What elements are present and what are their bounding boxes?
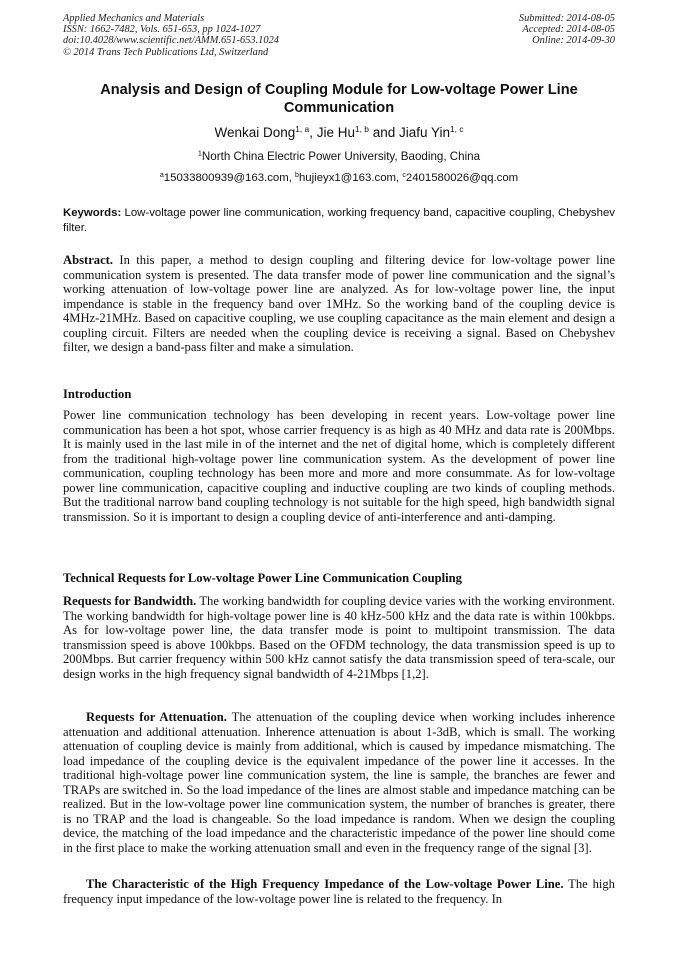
online-date: Online: 2014-09-30 <box>532 35 615 47</box>
journal-info <box>63 13 279 58</box>
author-superscript: 1, c <box>450 123 464 134</box>
bandwidth-paragraph <box>63 594 615 681</box>
email-address[interactable]: 2401580026@qq.com <box>405 172 519 184</box>
abstract-text: In this paper, a method to design coupling and filtering device for low-voltage power line communication system is presented. The data transfer mode of power line communication and the signal’s working attenuation of low-voltage power line are analyzed. As for low-voltage power line, the input impendance is stable in the frequency band over 1MHz. So the working band of the coupling device is 4MHz-21MHz. Based on capacitive coupling, we use coupling capacitance as the main element and design a coupling circuit. Filters are needed when the coupling device is receiving a signal. Based on Chebyshev filter, we design a band-pass filter and make a simulation. <box>63 253 615 355</box>
attenuation-text: The attenuation of the coupling device when working includes inherence attenuation and additional attenuation. Inherence attenuation is about 1-3dB, which is small. The working attenuation of coupling device is mainly from additional, which is caused by impedance mismatching. The load impedance of the coupling device is the equivalent impedance of the power line it accesses. In the traditional high-voltage power line communication system, the line is sample, the branches are fewer and TRAPs are switched in. So the load impedance of the lines are almost stable and impedance matching can be realized. But in the low-voltage power line communication system, the number of branches is greater, there is no TRAP and the load is changeable. So the load impedance is random. When we design the coupling device, the matching of the load impedance and the characteristic impedance of the power line should come in the first place to make the working attenuation small and even in the frequency range of the signal [3]. <box>63 710 615 855</box>
introduction-heading: Introduction <box>63 387 132 401</box>
author-name: Wenkai Dong <box>214 125 296 140</box>
keywords-text: Low-voltage power line communication, working frequency band, capacitive coupling, Chebyshev filter. <box>63 207 615 234</box>
bandwidth-label: Requests for Bandwidth. <box>63 594 197 608</box>
affiliation-superscript: 1 <box>197 148 202 158</box>
accepted-date: Accepted: 2014-08-05 <box>522 24 615 36</box>
author-name: Jie Hu <box>316 125 355 140</box>
email-address[interactable]: 15033800939@163.com, <box>163 172 296 184</box>
affiliation-text: North China Electric Power University, Baoding, China <box>201 150 481 163</box>
dates-info <box>519 13 615 47</box>
bandwidth-text: The working bandwidth for coupling device varies with the working environment. The working bandwidth for high-voltage power line is 40 kHz-500 kHz and the data rate is within 100kbps. As for low-voltage power line, the data transfer mode is point to multipoint transmission. The data transmission speed is above 100kbps. Based on the OFDM technology, the data transmission speed is up to 200Mbps. But carrier frequency within 500 kHz cannot satisfy the data transmission speed of tera-scale, our design works in the high frequency signal bandwidth of 4-21Mbps [1,2]. <box>63 594 616 681</box>
email-superscript: c <box>402 171 406 179</box>
technical-requests-heading: Technical Requests for Low-voltage Power Line Communication Coupling <box>63 571 462 585</box>
paper-title: Analysis and Design of Coupling Module for Low-voltage Power Line Communication <box>100 82 578 116</box>
author-separator: and <box>368 125 399 140</box>
impedance-label: The Characteristic of the High Frequency Impedance of the Low-voltage Power Line. <box>86 877 564 891</box>
journal-name: Applied Mechanics and Materials <box>63 13 205 24</box>
attenuation-paragraph <box>63 710 615 855</box>
impedance-paragraph <box>63 877 615 906</box>
email-list <box>63 171 615 185</box>
affiliation <box>63 150 615 164</box>
doi-line: doi:10.4028/www.scientific.net/AMM.651-653.1024 <box>63 35 279 47</box>
email-address[interactable]: hujieyx1@163.com, <box>298 172 403 184</box>
keywords-section <box>63 206 615 235</box>
author-name: Jiafu Yin <box>398 125 451 140</box>
keywords-label: Keywords: <box>63 207 122 219</box>
copyright-line: © 2014 Trans Tech Publications Ltd, Switzerland <box>63 46 269 58</box>
submitted-date: Submitted: 2014-08-05 <box>518 13 615 24</box>
issn-line: ISSN: 1662-7482, Vols. 651-653, pp 1024-1027 <box>63 24 261 36</box>
impedance-text: The high frequency input impedance of the low-voltage power line is related to the frequency. In <box>63 877 615 906</box>
author-superscript: 1, a <box>295 123 310 134</box>
introduction-text: Power line communication technology has been developing in recent years. Low-voltage power line communication has been a hot spot, whose carrier frequency is as high as 40 MHz and data rate is 200Mbps. It is mainly used in the last mile in of the internet and the net of digital home, which is completely different from the traditional high-voltage power line communication system. As the development of power line communication, coupling technology has been more and more and more consummate. As for low-voltage power line communication, capacitive coupling and inductive coupling are two kinds of coupling methods. But the traditional narrow band coupling technology is not suitable for the high speed, high bandwidth signal transmission. So it is important to design a coupling device of anti-interference and anti-damping. <box>63 408 615 524</box>
email-superscript: a <box>159 171 164 179</box>
abstract-label: Abstract. <box>63 253 114 267</box>
email-superscript: b <box>295 171 299 179</box>
author-list <box>63 125 615 141</box>
abstract-section <box>63 253 615 355</box>
author-superscript: 1, b <box>355 123 369 134</box>
author-separator: , <box>309 125 317 140</box>
attenuation-label: Requests for Attenuation. <box>86 710 227 724</box>
